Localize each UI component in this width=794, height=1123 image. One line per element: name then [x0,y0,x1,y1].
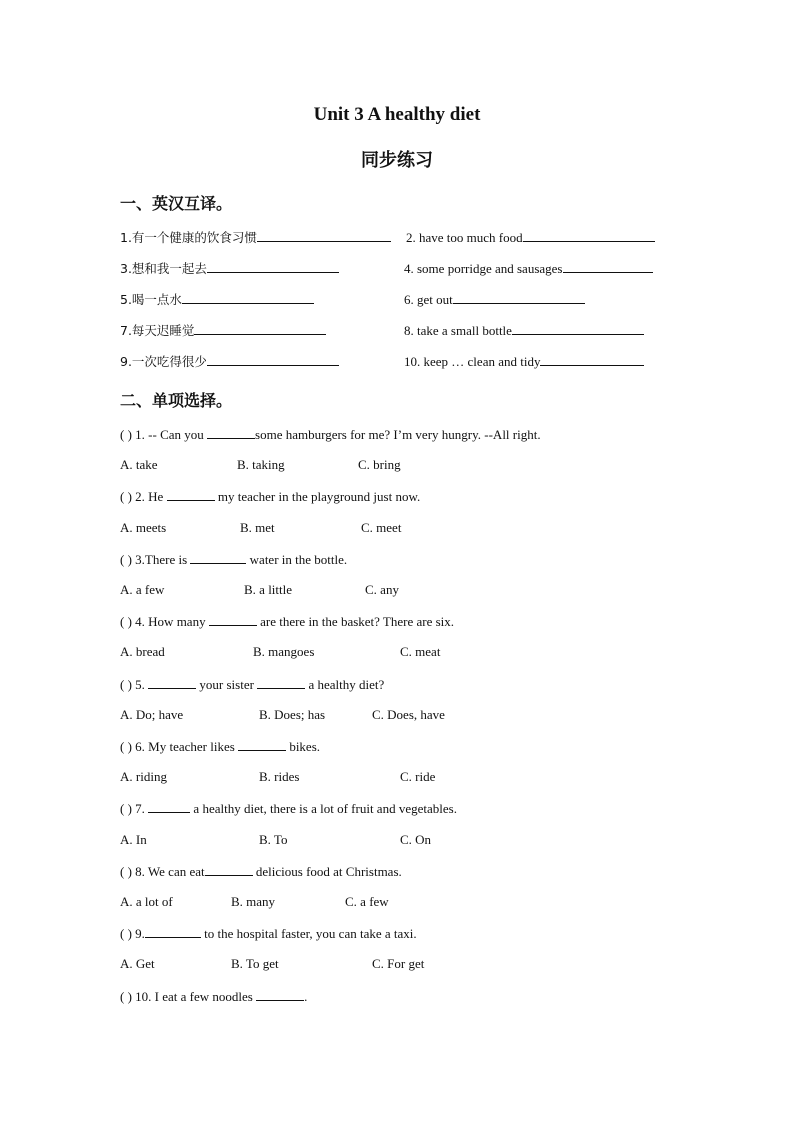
answer-blank [190,551,246,564]
answer-blank[interactable] [182,291,314,304]
option-b[interactable]: B. a little [244,582,293,597]
option-a[interactable]: A. a few [120,582,165,597]
answer-blank[interactable] [194,322,326,335]
option-b[interactable]: B. many [231,894,276,909]
question-stem: ( ) 4. How many are there in the basket? There are six. [120,614,455,629]
option-b[interactable]: B. taking [237,457,285,472]
answer-blank [148,676,196,689]
option-b[interactable]: B. To get [231,956,279,971]
answer-blank[interactable] [207,353,339,366]
option-a[interactable]: A. Do; have [120,707,184,722]
option-c[interactable]: C. a few [345,894,389,909]
answer-paren[interactable]: ( ) [120,926,132,941]
option-a[interactable]: A. riding [120,769,167,784]
answer-blank[interactable] [257,229,391,242]
answer-paren[interactable]: ( ) [120,989,132,1004]
option-a[interactable]: A. Get [120,956,155,971]
option-a[interactable]: A. a lot of [120,894,173,909]
answer-blank[interactable] [207,260,339,273]
answer-blank [238,738,286,751]
answer-paren[interactable]: ( ) [120,801,132,816]
answer-blank [256,988,304,1001]
translation-item: 4. some porridge and sausages [404,260,653,277]
option-a[interactable]: A. In [120,832,147,847]
option-b[interactable]: B. To [259,832,288,847]
option-c[interactable]: C. ride [400,769,436,784]
answer-blank [207,426,255,439]
translation-item: 10. keep … clean and tidy [404,353,644,370]
answer-paren[interactable]: ( ) [120,427,132,442]
translation-item: 3.想和我一起去 [120,260,339,277]
option-c[interactable]: C. On [400,832,432,847]
translation-item: 7.每天迟睡觉 [120,322,326,339]
option-c[interactable]: C. For get [372,956,425,971]
question-stem: ( ) 10. I eat a few noodles . [120,989,308,1004]
option-c[interactable]: C. any [365,582,399,597]
option-b[interactable]: B. mangoes [253,644,315,659]
option-b[interactable]: B. Does; has [259,707,326,722]
answer-blank[interactable] [523,229,655,242]
answer-paren[interactable]: ( ) [120,614,132,629]
answer-paren[interactable]: ( ) [120,677,132,692]
translation-item: 9.一次吃得很少 [120,353,339,370]
option-a[interactable]: A. meets [120,520,167,535]
question-stem: ( ) 6. My teacher likes bikes. [120,739,321,754]
answer-blank [205,863,253,876]
translation-item: 6. get out [404,291,585,308]
question-stem: ( ) 5. your sister a healthy diet? [120,677,385,692]
answer-paren[interactable]: ( ) [120,489,132,504]
question-stem: ( ) 2. He my teacher in the playground just now. [120,489,421,504]
page-title: Unit 3 A healthy diet [313,104,481,125]
option-c[interactable]: C. bring [358,457,401,472]
answer-blank[interactable] [540,353,644,366]
question-stem: ( ) 7. a healthy diet, there is a lot of fruit and vegetables. [120,801,457,816]
answer-paren[interactable]: ( ) [120,864,132,879]
page-subtitle: 同步练习 [361,150,433,171]
answer-blank[interactable] [453,291,585,304]
option-b[interactable]: B. met [240,520,275,535]
option-a[interactable]: A. bread [120,644,165,659]
translation-item: 1.有一个健康的饮食习惯 [120,229,391,246]
option-c[interactable]: C. meat [400,644,441,659]
section-heading-choice: 二、单项选择。 [120,391,233,410]
translation-item: 2. have too much food [406,229,655,246]
answer-paren[interactable]: ( ) [120,552,132,567]
section-heading-translation: 一、英汉互译。 [120,194,233,213]
answer-blank [257,676,305,689]
option-c[interactable]: C. Does, have [372,707,445,722]
answer-blank[interactable] [512,322,644,335]
question-stem: ( ) 9. to the hospital faster, you can take a taxi. [120,926,417,941]
answer-blank [145,925,201,938]
answer-blank[interactable] [563,260,653,273]
answer-paren[interactable]: ( ) [120,739,132,754]
option-c[interactable]: C. meet [361,520,402,535]
translation-item: 8. take a small bottle [404,322,644,339]
answer-blank [148,800,190,813]
question-stem: ( ) 8. We can eat delicious food at Christmas. [120,864,402,879]
question-stem: ( ) 1. -- Can you some hamburgers for me? I’m very hungry. --All right. [120,427,541,442]
question-stem: ( ) 3.There is water in the bottle. [120,552,348,567]
answer-blank [209,613,257,626]
option-a[interactable]: A. take [120,457,158,472]
option-b[interactable]: B. rides [259,769,300,784]
answer-blank [167,488,215,501]
translation-item: 5.喝一点水 [120,291,314,308]
